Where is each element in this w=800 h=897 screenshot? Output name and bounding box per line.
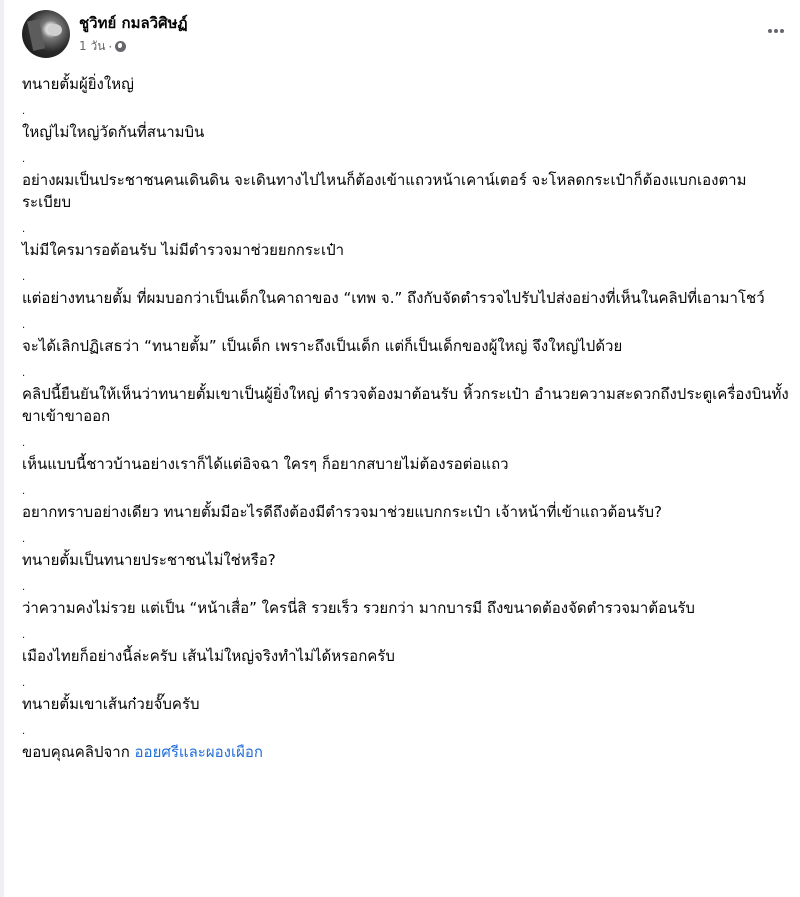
post-paragraph: เมืองไทยก็อย่างนี้ล่ะครับ เส้นไม่ใหญ่จริงทำไม่ได้หรอกครับ <box>22 647 395 665</box>
separator-dot: . <box>22 106 26 117</box>
separator-dot: . <box>22 272 26 283</box>
separator-dot: . <box>22 486 26 497</box>
post-paragraph: ทนายตั้มเป็นทนายประชาชนไม่ใช่หรือ? <box>22 551 276 569</box>
separator-dot: . <box>22 368 26 379</box>
credit-line <box>22 741 790 763</box>
author-avatar[interactable] <box>22 10 70 58</box>
post-header <box>22 10 792 60</box>
post-timestamp[interactable]: 1 วัน <box>79 39 106 53</box>
post-paragraph: อย่างผมเป็นประชาชนคนเดินดิน จะเดินทางไปไหนก็ต้องเข้าแถวหน้าเคาน์เตอร์ จะโหลดกระเป๋าก็ต้องแบกเองตามระเบียบ <box>22 171 747 211</box>
post-meta <box>79 37 126 56</box>
post-paragraph: อยากทราบอย่างเดียว ทนายตั้มมีอะไรดีถึงต้องมีตำรวจมาช่วยแบกกระเป๋า เจ้าหน้าที่เข้าแถวต้อนรับ? <box>22 503 662 521</box>
meta-separator: · <box>108 39 113 54</box>
post-paragraph: ใหญ่ไม่ใหญ่วัดกันที่สนามบิน <box>22 123 205 141</box>
separator-dot: . <box>22 154 26 165</box>
more-options-button[interactable] <box>762 22 790 40</box>
separator-dot: . <box>22 224 26 235</box>
separator-dot: . <box>22 320 26 331</box>
credit-link[interactable]: ออยศรีและผองเผือก <box>134 743 263 761</box>
author-name[interactable]: ชูวิทย์ กมลวิศิษฏ์ <box>79 14 188 32</box>
post-paragraph: ทนายตั้มเขาเส้นก๋วยจั๊บครับ <box>22 695 200 713</box>
left-edge-border <box>0 0 4 897</box>
post-body <box>22 73 790 775</box>
separator-dot: . <box>22 630 26 641</box>
separator-dot: . <box>22 678 26 689</box>
separator-dot: . <box>22 726 26 737</box>
post-paragraph: จะได้เลิกปฏิเสธว่า “ทนายตั้ม” เป็นเด็ก เพราะถึงเป็นเด็ก แต่ก็เป็นเด็กของผู้ใหญ่ จึงใหญ่ไปด้วย <box>22 337 623 355</box>
more-dot <box>780 29 784 33</box>
post-title-line: ทนายตั้มผู้ยิ่งใหญ่ <box>22 75 134 93</box>
post-paragraph: ว่าความคงไม่รวย แต่เป็น “หน้าเสื่อ” ใครนี่สิ รวยเร็ว รวยกว่า มากบารมี ถึงขนาดต้องจัดตำรวจมาต้อนรับ <box>22 599 695 617</box>
post-paragraph: เห็นแบบนี้ชาวบ้านอย่างเราก็ได้แต่อิจฉา ใครๆ ก็อยากสบายไม่ต้องรอต่อแถว <box>22 455 509 473</box>
post-paragraph: แต่อย่างทนายตั้ม ที่ผมบอกว่าเป็นเด็กในคาถาของ “เทพ จ.” ถึงกับจัดตำรวจไปรับไปส่งอย่างที่เห็นในคลิปที่เอามาโชว์ <box>22 289 765 307</box>
credit-prefix: ขอบคุณคลิปจาก <box>22 743 135 761</box>
separator-dot: . <box>22 582 26 593</box>
globe-icon[interactable] <box>115 41 126 52</box>
separator-dot: . <box>22 438 26 449</box>
post-paragraph: คลิปนี้ยืนยันให้เห็นว่าทนายตั้มเขาเป็นผู้ยิ่งใหญ่ ตำรวจต้องมาต้อนรับ หิ้วกระเป๋า อำนวยความสะดวกถึงประตูเครื่องบินทั้งขาเข้าขาออก <box>22 385 789 425</box>
more-dot <box>774 29 778 33</box>
separator-dot: . <box>22 534 26 545</box>
post-paragraph: ไม่มีใครมารอต้อนรับ ไม่มีตำรวจมาช่วยยกกระเป๋า <box>22 241 345 259</box>
more-horizontal-icon <box>768 29 772 33</box>
